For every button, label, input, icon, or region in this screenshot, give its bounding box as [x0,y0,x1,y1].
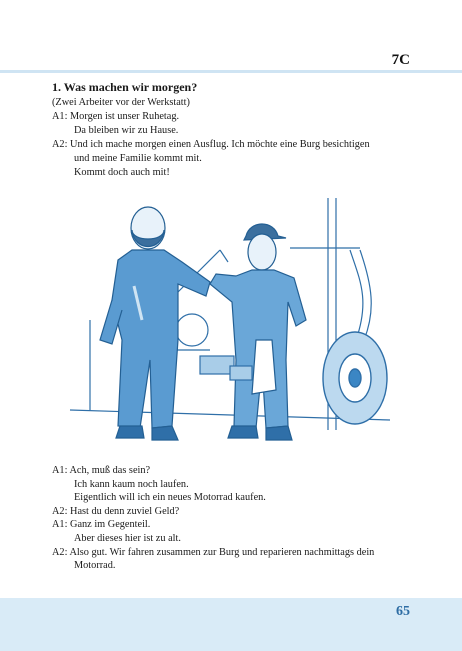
page-number: 65 [396,604,410,619]
dialog-line: Eigentlich will ich ein neues Motorrad kaufen. [74,492,266,504]
chapter-label: 7C [391,52,410,68]
workshop-illustration [60,190,400,452]
dialog-line: und meine Familie kommt mit. [74,153,202,164]
dialog-line: A2: Also gut. Wir fahren zusammen zur Burg und reparieren nachmittags dein [52,546,375,558]
dialog-line: Motorrad. [74,560,116,572]
dialog-line: Da bleiben wir zu Hause. [74,125,179,136]
dialog-line: A1: Ganz im Gegenteil. [52,519,151,531]
dialog-line: Aber dieses hier ist zu alt. [74,532,181,544]
exercise-subtitle: (Zwei Arbeiter vor der Werkstatt) [52,97,190,108]
footer-band [0,598,462,651]
dialog-line: Ich kann kaum noch laufen. [74,478,189,490]
exercise-top [52,80,412,180]
dialog-line: A2: Hast du denn zuviel Geld? [52,505,180,517]
dialog-line: A1: Ach, muß das sein? [52,465,151,476]
dialog-line: Kommt doch auch mit! [74,167,170,178]
exercise-bottom [52,464,412,573]
dialog-line: A2: Und ich mache morgen einen Ausflug. Ich möchte eine Burg besichtigen [52,139,370,150]
exercise-title: 1. Was machen wir morgen? [52,80,198,94]
dialog-line: A1: Morgen ist unser Ruhetag. [52,111,180,122]
